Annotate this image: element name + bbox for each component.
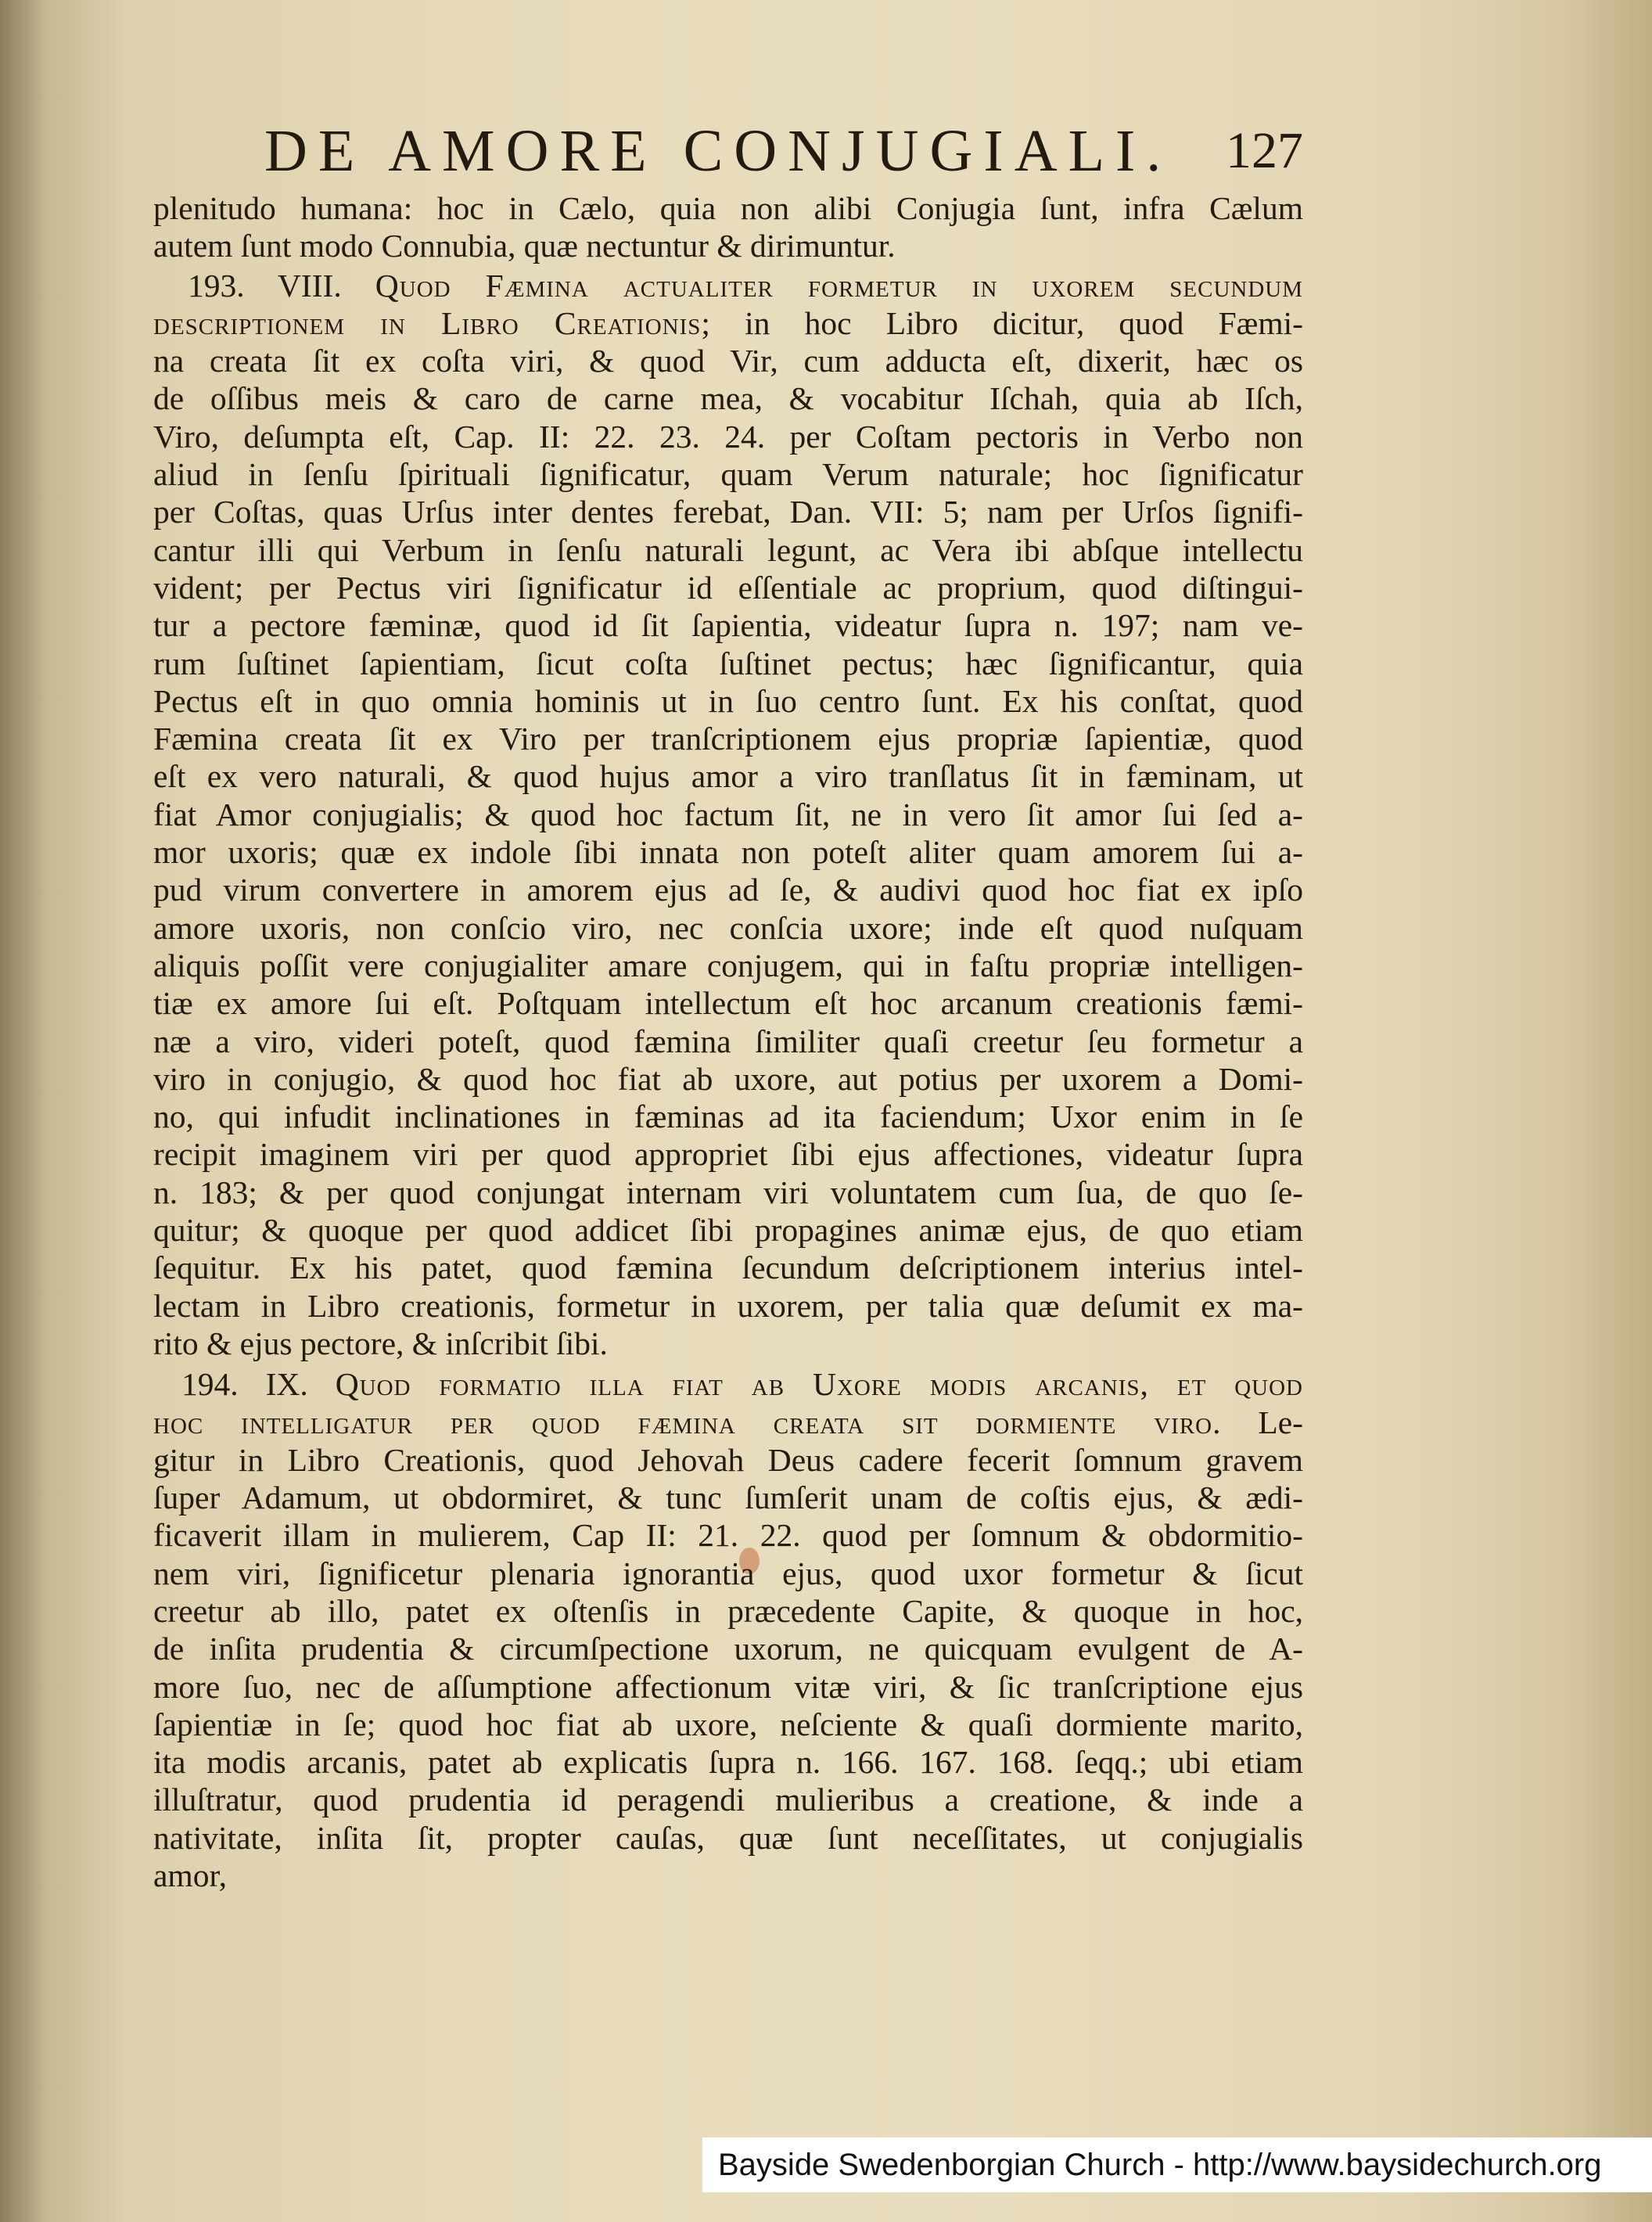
section-heading-line: [153, 1365, 1303, 1403]
section-heading: hoc intelligatur per quod fæmina creata sit dormiente viro.: [153, 1404, 1222, 1440]
text-line: Viro, deſumpta eſt, Cap. II: 22. 23. 24. per Coſtam pectoris in Verbo non: [153, 418, 1303, 455]
text-line: quitur; & quoque per quod addicet ſibi propagines animæ ejus, de quo etiam: [153, 1212, 1303, 1249]
footer-bar: [702, 2138, 1652, 2192]
section-heading: Quod formatio illa fiat ab Uxore modis arcanis, et quod: [335, 1366, 1303, 1403]
text-line: rum ſuſtinet ſapientiam, ſicut coſta ſuſtinet pectus; hæc ſignificantur, quia: [153, 645, 1303, 681]
text-line: rito & ejus pectore, & inſcribit ſibi.: [153, 1325, 608, 1361]
section-heading-line: [153, 304, 1303, 342]
text-line: mor uxoris; quæ ex indole ſibi innata non poteſt aliter quam amorem ſui a-: [153, 834, 1303, 871]
text-line: vident; per Pectus viri ſignificatur id eſſentiale ac proprium, quod diſtingui-: [153, 569, 1303, 606]
text-line: aliquis poſſit vere conjugialiter amare conjugem, qui in faſtu propriæ intelligen-: [153, 947, 1303, 983]
text-line: lectam in Libro creationis, formetur in uxorem, per talia quæ deſumit ex ma-: [153, 1287, 1303, 1324]
text-line: cantur illi qui Verbum in ſenſu naturali legunt, ac Vera ibi abſque intellectu: [153, 531, 1303, 568]
paragraph-193: [153, 267, 1303, 1363]
text-line: næ a viro, videri poteſt, quod fæmina ſimiliter quaſi creetur ſeu formetur a: [153, 1023, 1303, 1059]
text-line: ſuper Adamum, ut obdormiret, & tunc ſumſerit unam de coſtis ejus, & ædi-: [153, 1480, 1303, 1516]
text-line: de inſita prudentia & circumſpectione uxorum, ne quicquam evulgent de A-: [153, 1631, 1303, 1667]
text-line: no, qui infudit inclinationes in fæminas ad ita faciendum; Uxor enim in ſe: [153, 1098, 1303, 1135]
section-heading: Quod Fæmina actualiter formetur in uxorem secundum: [375, 267, 1304, 304]
section-heading-line: [153, 1404, 1303, 1441]
text-line: recipit imaginem viri per quod appropriet ſibi ejus affectiones, videatur ſupra: [153, 1136, 1303, 1173]
text-line: ; in hoc Libro dicitur, quod Fæmi-: [701, 304, 1303, 341]
text-line: tur a pectore fæminæ, quod id ſit ſapientia, videatur ſupra n. 197; nam ve-: [153, 607, 1303, 644]
text-line: na creata ſit ex coſta viri, & quod Vir, cum adducta eſt, dixerit, hæc os: [153, 343, 1303, 379]
footer-credit-link[interactable]: Bayside Swedenborgian Church - http://www.baysidechurch.org: [718, 2148, 1602, 2182]
text-line: n. 183; & per quod conjungat internam viri voluntatem cum ſua, de quo ſe-: [153, 1174, 1303, 1210]
page-header: [153, 117, 1303, 185]
text-line: aliud in ſenſu ſpirituali ſignificatur, quam Verum naturale; hoc ſignificatur: [153, 456, 1303, 493]
text-line: eſt ex vero naturali, & quod hujus amor a viro tranſlatus ſit in fæminam, ut: [153, 758, 1303, 795]
text-line: more ſuo, nec de aſſumptione affectionum vitæ viri, & ſic tranſcriptione ejus: [153, 1668, 1303, 1705]
text-line: Pectus eſt in quo omnia hominis ut in ſuo centro ſunt. Ex his conſtat, quod: [153, 682, 1303, 719]
page-text-block: [153, 117, 1303, 2042]
text-line: fiat Amor conjugialis; & quod hoc factum ſit, ne in vero ſit amor ſui ſed a-: [153, 796, 1303, 832]
text-line: tiæ ex amore ſui eſt. Poſtquam intellectum eſt hoc arcanum creationis fæmi-: [153, 985, 1303, 1022]
running-title: DE AMORE CONJUGIALI.: [264, 118, 1173, 184]
text-line: ſapientiæ in ſe; quod hoc fiat ab uxore, neſciente & quaſi dormiente marito,: [153, 1706, 1303, 1742]
catchword: amor,: [153, 1857, 227, 1894]
text-line: illuſtratur, quod prudentia id peragendi mulieribus a creatione, & inde a: [153, 1782, 1303, 1818]
continued-paragraph: [153, 189, 1303, 265]
text-line: ficaverit illam in mulierem, Cap II: 21. 22. quod per ſomnum & obdormitio-: [153, 1517, 1303, 1554]
text-line: ſequitur. Ex his patet, quod fæmina ſecundum deſcriptionem interius intel-: [153, 1249, 1303, 1286]
text-line: autem ſunt modo Connubia, quæ nectuntur & dirimuntur.: [153, 228, 896, 264]
text-line: per Coſtas, quas Urſus inter dentes ferebat, Dan. VII: 5; nam per Urſos ſignifi-: [153, 494, 1303, 530]
text-line: amore uxoris, non conſcio viro, nec conſcia uxore; inde eſt quod nuſquam: [153, 909, 1303, 946]
text-line: Fæmina creata ſit ex Viro per tranſcriptionem ejus propriæ ſapientiæ, quod: [153, 721, 1303, 757]
text-line: Le-: [1221, 1404, 1304, 1440]
paragraph-194: [153, 1365, 1303, 1894]
text-line: pud virum convertere in amorem ejus ad ſe, & audivi quod hoc fiat ex ipſo: [153, 872, 1303, 908]
text-line: gitur in Libro Creationis, quod Jehovah Deus cadere fecerit ſomnum gravem: [153, 1441, 1303, 1478]
text-line: ita modis arcanis, patet ab explicatis ſupra n. 166. 167. 168. ſeqq.; ubi etiam: [153, 1744, 1303, 1781]
text-line: de oſſibus meis & caro de carne mea, & vocabitur Iſchah, quia ab Iſch,: [153, 380, 1303, 417]
text-line: plenitudo humana: hoc in Cælo, quia non alibi Conjugia ſunt, infra Cælum: [153, 190, 1303, 226]
section-number: 194. IX.: [181, 1366, 336, 1403]
section-heading-line: [153, 267, 1303, 304]
section-heading: descriptionem in Libro Creationis: [153, 304, 702, 341]
text-line: viro in conjugio, & quod hoc fiat ab uxore, aut potius per uxorem a Domi-: [153, 1060, 1303, 1097]
text-line: nem viri, ſignificetur plenaria ignorantia ejus, quod uxor formetur & ſicut: [153, 1555, 1303, 1591]
text-line: creetur ab illo, patet ex oſtenſis in præcedente Capite, & quoque in hoc,: [153, 1592, 1303, 1629]
text-line: nativitate, inſita ſit, propter cauſas, quæ ſunt neceſſitates, ut conjugialis: [153, 1819, 1303, 1856]
page-number: 127: [1226, 122, 1303, 179]
section-number: 193. VIII.: [188, 267, 375, 304]
